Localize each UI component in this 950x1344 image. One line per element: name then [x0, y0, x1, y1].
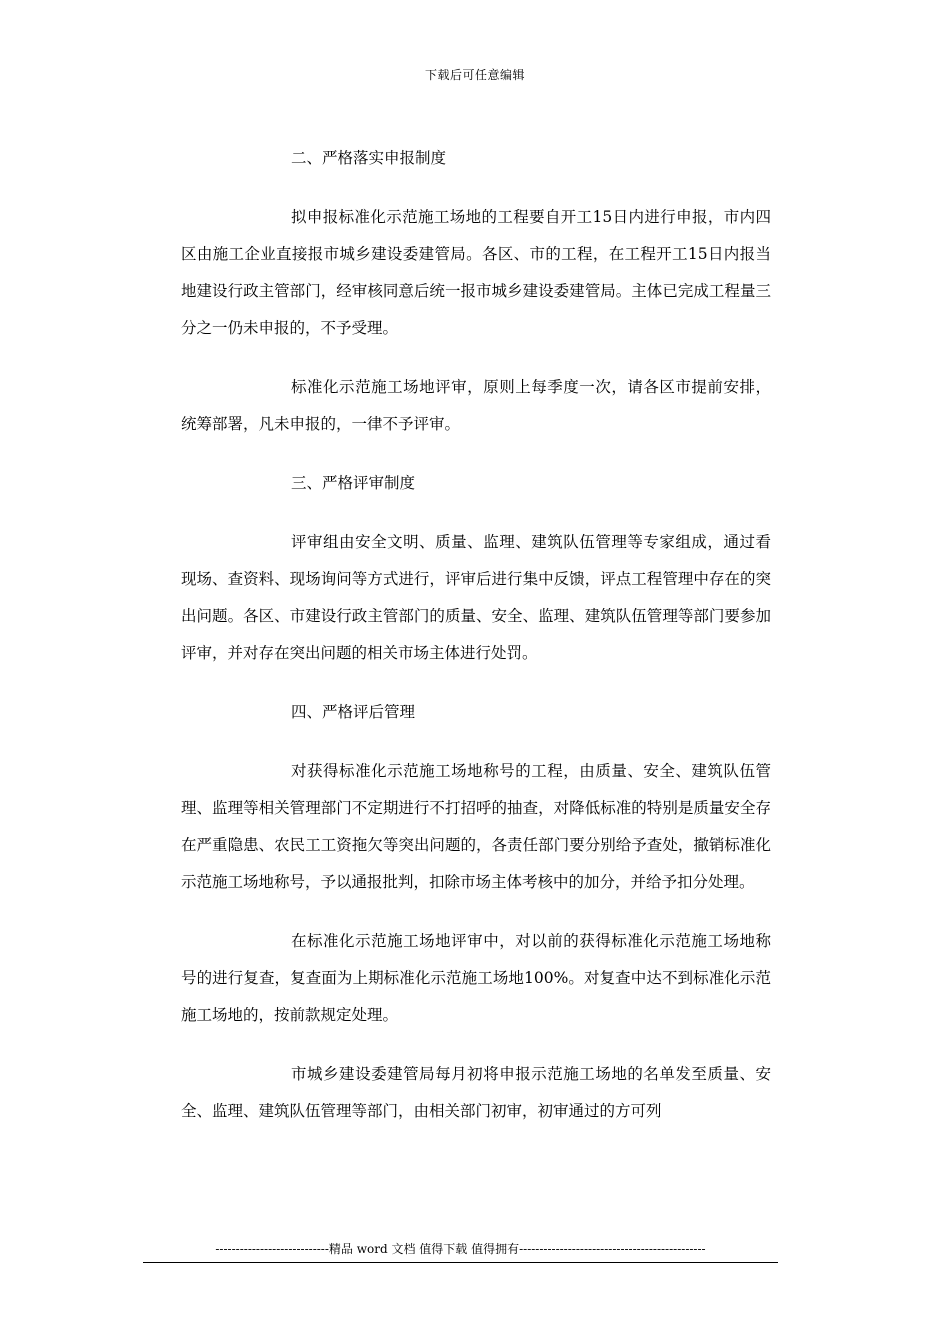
paragraph: 在标准化示范施工场地评审中，对以前的获得标准化示范施工场地称号的进行复查，复查面为上期标准化示范施工场地100%。对复查中达不到标准化示范施工场地的，按前款规定处理。 [181, 932, 771, 1024]
document-body [181, 140, 771, 1152]
footer-divider [143, 1262, 778, 1263]
paragraph: 拟申报标准化示范施工场地的工程要自开工15日内进行申报，市内四区由施工企业直接报市城乡建设委建管局。各区、市的工程，在工程开工15日内报当地建设行政主管部门，经审核同意后统一报市城乡建设委建管局。主体已完成工程量三分之一仍未申报的，不予受理。 [181, 208, 771, 337]
page-header: 下载后可任意编辑 [424, 68, 525, 82]
section-heading: 四、严格评后管理 [291, 703, 416, 721]
paragraph: 评审组由安全文明、质量、监理、建筑队伍管理等专家组成，通过看现场、查资料、现场询问等方式进行，评审后进行集中反馈，评点工程管理中存在的突出问题。各区、市建设行政主管部门的质量、安全、监理、建筑队伍管理等部门要参加评审，并对存在突出问题的相关市场主体进行处罚。 [181, 533, 771, 662]
paragraph: 对获得标准化示范施工场地称号的工程，由质量、安全、建筑队伍管理、监理等相关管理部门不定期进行不打招呼的抽查，对降低标准的特别是质量安全存在严重隐患、农民工工资拖欠等突出问题的，各责任部门要分别给予查处，撤销标准化示范施工场地称号，予以通报批判，扣除市场主体考核中的加分，并给予扣分处理。 [181, 762, 771, 891]
paragraph: 市城乡建设委建管局每月初将申报示范施工场地的名单发至质量、安全、监理、建筑队伍管理等部门，由相关部门初审，初审通过的方可列 [181, 1065, 771, 1120]
section-heading: 三、严格评审制度 [291, 474, 416, 492]
paragraph: 标准化示范施工场地评审，原则上每季度一次，请各区市提前安排，统筹部署，凡未申报的，一律不予评审。 [181, 378, 771, 433]
section-heading: 二、严格落实申报制度 [291, 149, 447, 167]
page-footer: ----------------------------精品 word 文档 值得下载 值得拥有---------------------------------------------- [215, 1242, 706, 1256]
